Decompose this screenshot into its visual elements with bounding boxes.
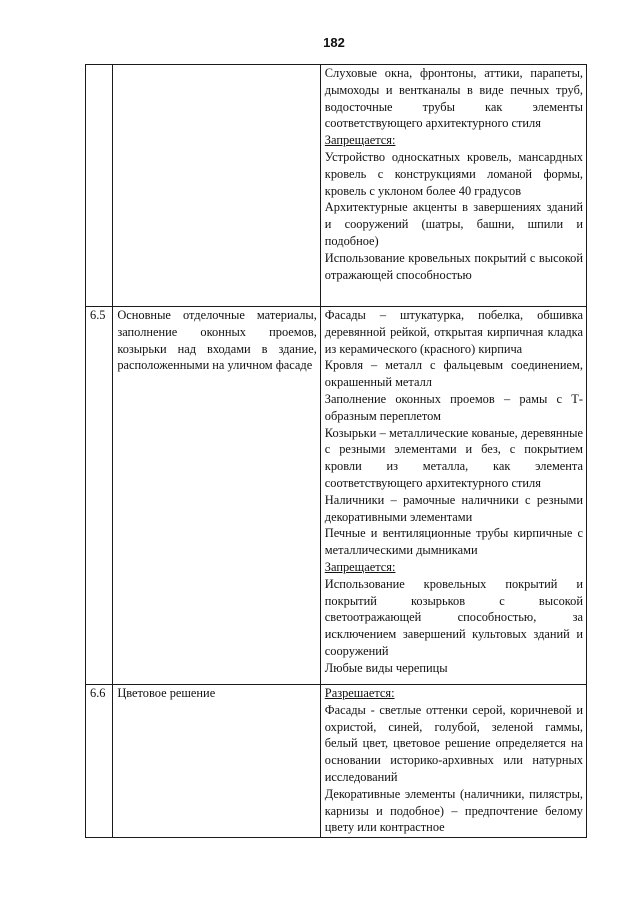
requirement-paragraph: Использование кровельных покрытий и покрытий козырьков с высокой светоотражающей способностью, за исключением завершений культовых зданий и сооружений xyxy=(324,576,583,658)
row-name: Основные отделочные материалы, заполнение оконных проемов, козырьки над входами в здание, расположенными на уличном фасаде xyxy=(113,307,320,685)
requirement-paragraph: Архитектурные акценты в завершениях зданий и сооружений (шатры, башни, шпили и подобное) xyxy=(324,200,583,248)
requirement-paragraph: Декоративные элементы (наличники, пилястры, карнизы и подобное) – предпочтение белому цвету или контрастное xyxy=(324,786,583,835)
requirement-paragraph: Слуховые окна, фронтоны, аттики, парапеты, дымоходы и вентканалы в виде печных труб, водосточные трубы как элементы соответствующего архитектурного стиля xyxy=(324,66,583,131)
requirement-paragraph: Фасады – штукатурка, побелка, обшивка деревянной рейкой, открытая кирпичная кладка из керамического (красного) кирпича xyxy=(324,308,583,356)
table-row xyxy=(86,307,587,685)
row-number xyxy=(86,65,113,307)
requirement-paragraph: Наличники – рамочные наличники с резными декоративными элементами xyxy=(324,492,583,524)
row-requirements xyxy=(320,307,586,685)
row-name xyxy=(113,65,320,307)
requirement-heading-prohibited: Запрещается: xyxy=(324,559,396,574)
requirement-paragraph: Заполнение оконных проемов – рамы с Т- образным переплетом xyxy=(324,391,583,423)
requirement-paragraph: Любые виды черепицы xyxy=(324,660,448,675)
row-name: Цветовое решение xyxy=(113,685,320,838)
requirement-heading-allowed: Разрешается: xyxy=(324,686,395,700)
row-number: 6.6 xyxy=(86,685,113,838)
table-row xyxy=(86,685,587,838)
requirement-paragraph: Печные и вентиляционные трубы кирпичные с металлическими дымниками xyxy=(324,526,583,558)
row-number: 6.5 xyxy=(86,307,113,685)
row-requirements xyxy=(320,65,586,307)
requirement-paragraph: Козырьки – металлические кованые, деревянные с резными элементами и без, с покрытием кровли из металла, как элемента соответствующего архитектурного стиля xyxy=(324,425,583,490)
page-number: 182 xyxy=(323,35,345,50)
regulations-table xyxy=(85,64,587,838)
requirement-paragraph: Использование кровельных покрытий с высокой отражающей способностью xyxy=(324,250,583,282)
table-row xyxy=(86,65,587,307)
requirement-heading-prohibited: Запрещается: xyxy=(324,133,396,148)
requirement-paragraph: Устройство односкатных кровель, мансардных кровель с конструкциями ломаной формы, кровель с уклоном более 40 градусов xyxy=(324,149,583,198)
requirement-paragraph: Кровля – металл с фальцевым соединением, окрашенный металл xyxy=(324,358,583,390)
row-requirements xyxy=(320,685,586,838)
requirement-paragraph: Фасады - светлые оттенки серой, коричневой и охристой, синей, голубой, зеленой гаммы, белый цвет, цветовое решение определяется на основании историко-архивных или натурных исследований xyxy=(324,702,583,784)
